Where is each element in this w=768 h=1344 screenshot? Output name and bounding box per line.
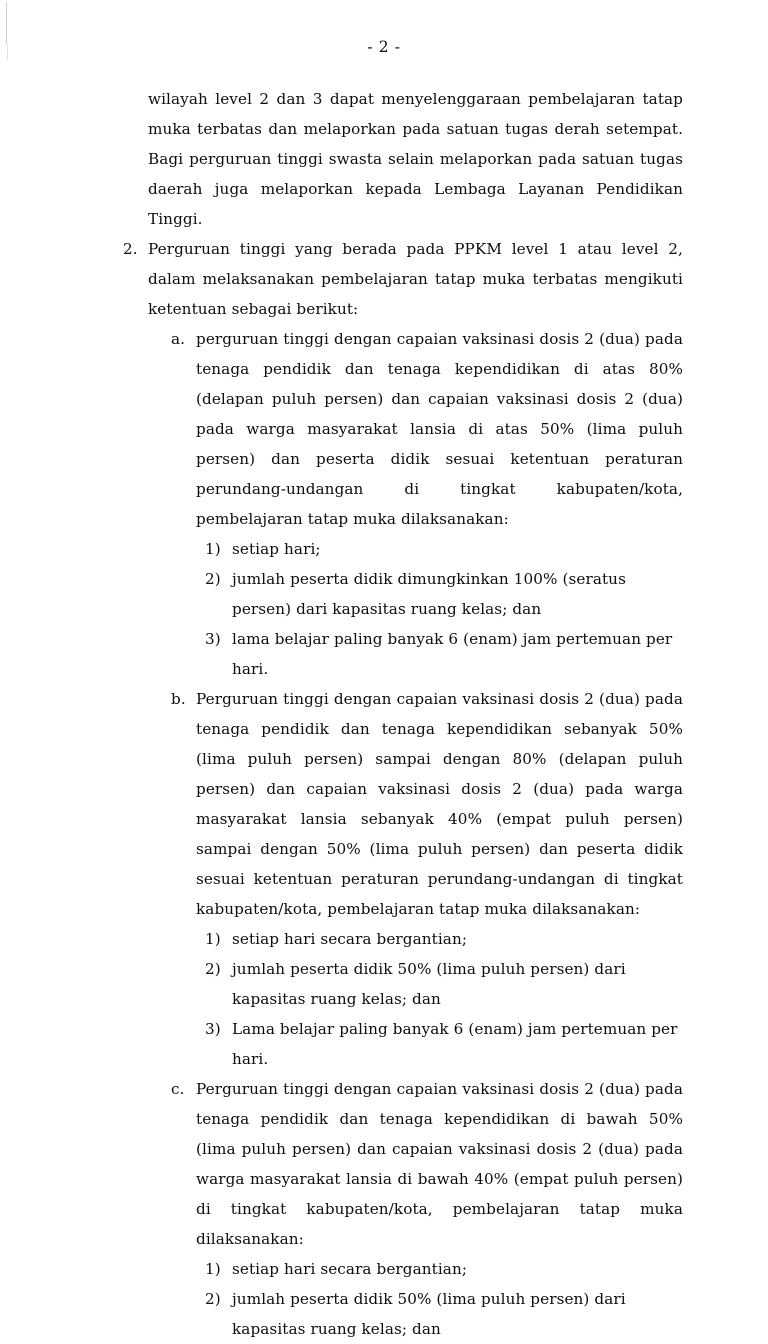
list-item-2b-2 [205,954,683,1014]
document-body [123,84,683,1344]
list-item-2b-text: Perguruan tinggi dengan capaian vaksinasi dosis 2 (dua) pada tenaga pendidik dan tenaga kependidikan sebanyak 50% (lima puluh persen) sampai dengan 80% (delapan puluh persen) dan capaian vaksinasi dosis 2 (dua) pada warga masyarakat lansia sebanyak 40% (empat puluh persen) sampai dengan 50% (lima puluh persen) dan peserta didik sesuai ketentuan peraturan perundang-undangan di tingkat kabupaten/kota, pembelajaran tatap muka dilaksanakan: [196,690,683,918]
list-marker-2a-2: 2) [205,570,221,588]
list-marker-2b-1: 1) [205,930,221,948]
list-item-2a [171,324,683,534]
list-item-2a-1 [205,534,683,564]
list-item-2b-2-text: jumlah peserta didik 50% (lima puluh persen) dari kapasitas ruang kelas; dan [232,960,626,1008]
list-item-2c-2-text: jumlah peserta didik 50% (lima puluh persen) dari kapasitas ruang kelas; dan [232,1290,626,1338]
list-item-2c-1 [205,1254,683,1284]
list-item-2-text: Perguruan tinggi yang berada pada PPKM level 1 atau level 2, dalam melaksanakan pembelajaran tatap muka terbatas mengikuti ketentuan sebagai berikut: [148,240,683,318]
list-item-2c [171,1074,683,1254]
list-item-2c-1-text: setiap hari secara bergantian; [232,1260,468,1278]
list-item-2a-1-text: setiap hari; [232,540,321,558]
list-marker-2b-3: 3) [205,1020,221,1038]
list-item-2a-3-text: lama belajar paling banyak 6 (enam) jam pertemuan per hari. [232,630,673,678]
list-item-2a-text: perguruan tinggi dengan capaian vaksinasi dosis 2 (dua) pada tenaga pendidik dan tenaga kependidikan di atas 80% (delapan puluh persen) dan capaian vaksinasi dosis 2 (dua) pada warga masyarakat lansia di atas 50% (lima puluh persen) dan peserta didik sesuai ketentuan peraturan perundang-undangan di tingkat kabupaten/kota, pembelajaran tatap muka dilaksanakan: [196,330,683,528]
list-item-2a-2 [205,564,683,624]
list-item-2b-3 [205,1014,683,1074]
list-item-2c-2 [205,1284,683,1344]
list-item-2a-2-text: jumlah peserta didik dimungkinkan 100% (seratus persen) dari kapasitas ruang kelas; dan [232,570,626,618]
list-marker-2a-1: 1) [205,540,221,558]
list-item-2b-3-text: Lama belajar paling banyak 6 (enam) jam pertemuan per hari. [232,1020,678,1068]
list-marker-2: 2. [123,240,138,258]
list-item-2 [123,234,683,324]
list-marker-2c: c. [171,1080,185,1098]
list-marker-2a: a. [171,330,186,348]
paragraph-continuation-text: wilayah level 2 dan 3 dapat menyelenggaraan pembelajaran tatap muka terbatas dan melaporkan pada satuan tugas derah setempat. Bagi perguruan tinggi swasta selain melaporkan pada satuan tugas daerah juga melaporkan kepada Lembaga Layanan Pendidikan Tinggi. [148,90,683,228]
list-item-2b [171,684,683,924]
list-item-2a-3 [205,624,683,684]
list-marker-2c-2: 2) [205,1290,221,1308]
page-number: - 2 - [367,38,401,56]
list-marker-2b-2: 2) [205,960,221,978]
list-marker-2a-3: 3) [205,630,221,648]
list-marker-2c-1: 1) [205,1260,221,1278]
list-item-2b-1-text: setiap hari secara bergantian; [232,930,468,948]
list-item-2c-text: Perguruan tinggi dengan capaian vaksinasi dosis 2 (dua) pada tenaga pendidik dan tenaga kependidikan di bawah 50% (lima puluh persen) dan capaian vaksinasi dosis 2 (dua) pada warga masyarakat lansia di bawah 40% (empat puluh persen) di tingkat kabupaten/kota, pembelajaran tatap muka dilaksanakan: [196,1080,683,1248]
list-item-2b-1 [205,924,683,954]
list-marker-2b: b. [171,690,186,708]
paragraph-continuation [148,84,683,234]
